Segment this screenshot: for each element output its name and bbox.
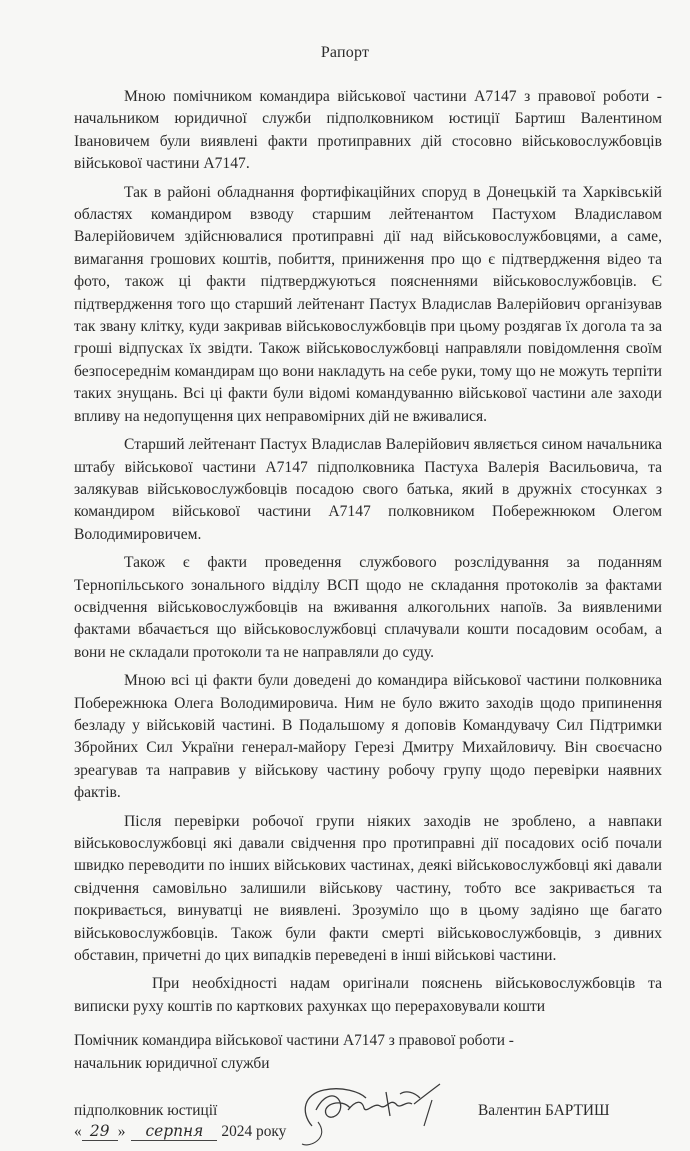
report-body	[74, 86, 662, 1024]
signatory-rank: підполковник юстиції	[74, 1102, 218, 1119]
paragraph-3: Старший лейтенант Пастух Владислав Валерійович являється сином начальника штабу військової частини А7147 підполковника Пастуха Валерія Васильовича, та залякував військовослужбовців посадою свого батька, який в дружніх стосунках з командиром військової частини А7147 полковником Побережнюком Олегом Володимировичем.	[74, 436, 662, 543]
signatory-name: Валентин БАРТИШ	[478, 1102, 610, 1119]
paragraph-5: Мною всі ці факти були доведені до командира військової частини полковника Побережнюка Олега Володимировича. Ним не було вжито заходів щодо припинення безладу у військовій частині. В Подальшому я доповів Командувачу Сил Підтримки Збройних Сил України генерал-майору Герезі Дмитру Михайловичу. Він своєчасно зреагував та направив у військову частину робочу групу щодо перевірки наявних фактів.	[74, 672, 662, 802]
signature-date	[74, 1122, 286, 1141]
paragraph-7: При необхідності надам оригінали пояснень військовослужбовців та виписки руху коштів по карткових рахунках що перераховували кошти	[74, 975, 662, 1015]
date-month: серпня	[131, 1122, 217, 1141]
paragraph-4: Також є факти проведення службового розслідування за поданням Тернопільського зонального відділу ВСП щодо не складання протоколів за фактами освідчення військовослужбовців на вживання алкогольних напоїв. За виявленими фактами вбачається що військовослужбовці сплачували кошти посадовим особам, а вони не складали протоколи та не направляли до суду.	[74, 554, 662, 661]
paragraph-1: Мною помічником командира військової частини А7147 з правової роботи - начальником юридичної служби підполковником юстиції Бартиш Валентином Івановичем були виявлені факти протиправних дій стосовно військовослужбовців військової частини А7147.	[74, 88, 662, 173]
document-title: Рапорт	[320, 44, 370, 61]
date-day: 29	[82, 1122, 118, 1141]
paragraph-6: Після перевірки робочої групи ніяких заходів не зроблено, а навпаки військовослужбовці які давали свідчення про протиправні дії посадових осіб почали швидко переводити по інших військових частинах, деякі військовослужбовці які давали свідчення самовільно залишили військову частину, тобто все закривається та покривається, винуватці не виявлені. Зрозуміло що в цьому задіяно ще багато військовослужбовців. Також були факти смерті військовослужбовців, з дивних обставин, причетні до цих випадків переведені в інші військові частини.	[74, 812, 662, 965]
paragraph-2: Так в районі обладнання фортифікаційних споруд в Донецькій та Харківській областях командиром взводу старшим лейтенантом Пастухом Владиславом Валерійовичем здійснювалися протиправні дії над військовослужбовцями, а саме, вимагання грошових коштів, побиття, приниження про що є підтвердження відео та фото, також ці факти підтверджуються поясненнями військовослужбовців. Є підтвердження того що старший лейтенант Пастух Владислав Валерійович організував так звану клітку, куди закривав військовослужбовців при цьому роздягав їх догола та за гроші відпусках їх звідти. Також військовослужбовці направляли повідомлення своїм безпосереднім командирам що вони накладуть на себе руки, тому що не можуть терпіти таких знущань. Всі ці факти були відомі командуванню військової частини але заходи впливу на недопущення цих неправомірних дій не вживалися.	[74, 183, 662, 425]
date-close-quote: »	[117, 1123, 126, 1140]
date-year: 2024 року	[221, 1123, 287, 1140]
handwritten-signature	[290, 1064, 450, 1150]
position-line-1: Помічник командира військової частини А7147 з правової роботи -	[74, 1032, 514, 1049]
date-open-quote: «	[74, 1123, 82, 1140]
position-line-2: начальник юридичної служби	[74, 1055, 270, 1072]
